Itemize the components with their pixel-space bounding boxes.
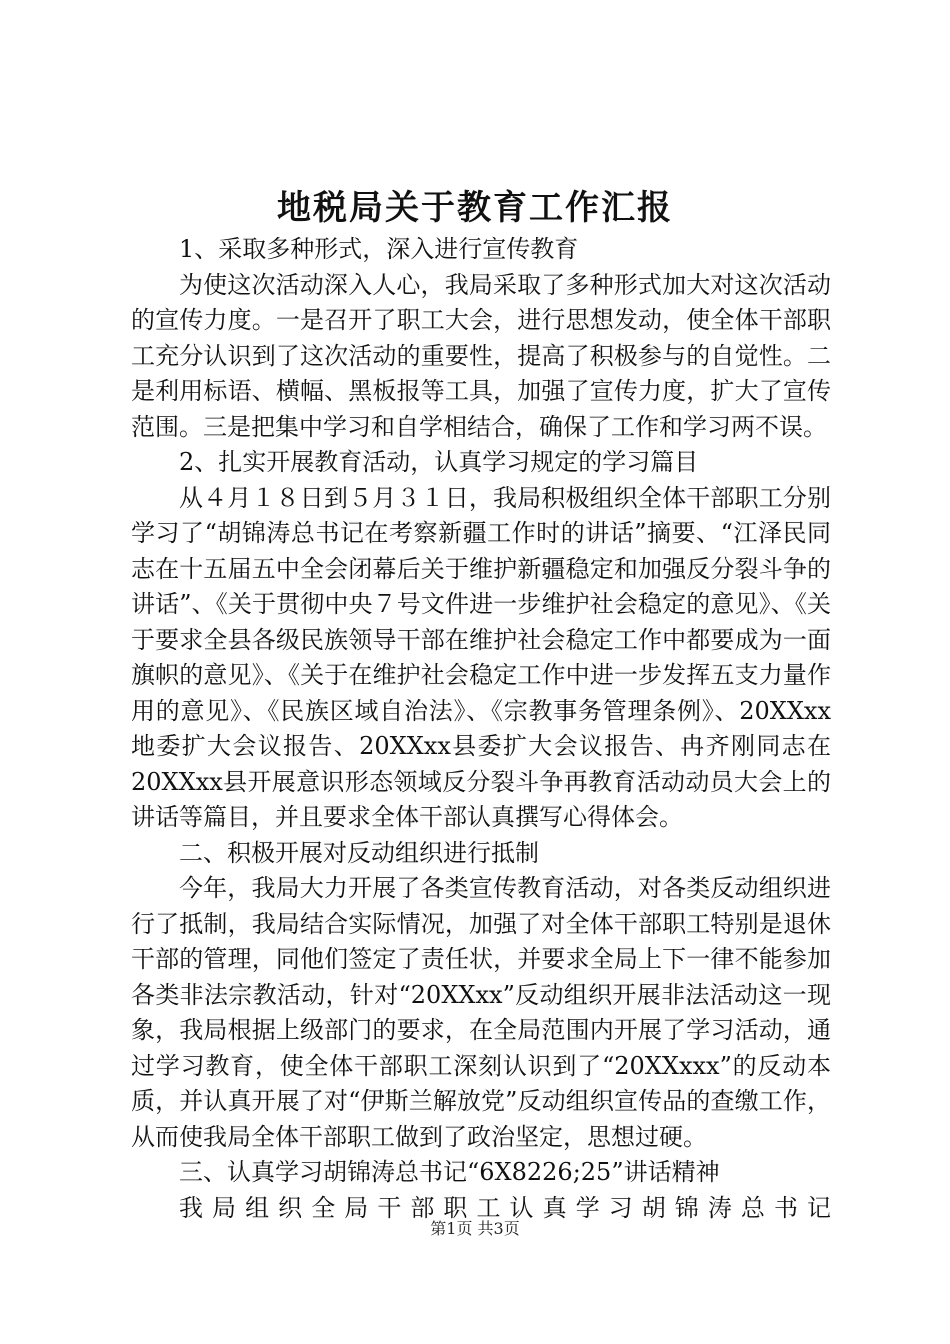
paragraph-2: 从４月１８日到５月３１日，我局积极组织全体干部职工分别学习了“胡锦涛总书记在考察新疆工作时的讲话”摘要、“江泽民同志在十五届五中全会闭幕后关于维护新疆稳定和加强反分裂斗争的讲话”、《关于贯彻中央７号文件进一步维护社会稳定的意见》、《关于要求全县各级民族领导干部在维护社会稳定工作中都要成为一面旗帜的意见》、《关于在维护社会稳定工作中进一步发挥五支力量作用的意见》、《民族区域自治法》、《宗教事务管理条例》、20XXxx地委扩大会议报告、20XXxx县委扩大会议报告、冉齐刚同志在20XXxx县开展意识形态领域反分裂斗争再教育活动动员大会上的讲话等篇目，并且要求全体干部认真撰写心得体会。 xyxy=(131,483,831,831)
document-title: 地税局关于教育工作汇报 xyxy=(277,188,673,228)
page-number-footer: 第1页 共3页 xyxy=(430,1219,520,1238)
section-heading-3: 二、积极开展对反动组织进行抵制 xyxy=(179,838,539,867)
paragraph-4: 我局组织全局干部职工认真学习胡锦涛总书记 xyxy=(179,1193,831,1222)
section-heading-2: 2、扎实开展教育活动，认真学习规定的学习篇目 xyxy=(179,448,699,476)
paragraph-3: 今年，我局大力开展了各类宣传教育活动，对各类反动组织进行了抵制，我局结合实际情况，加强了对全体干部职工特别是退休干部的管理，同他们签定了责任状，并要求全局上下一律不能参加各类非法宗教活动，针对“20XXxx”反动组织开展非法活动这一现象，我局根据上级部门的要求，在全局范围内开展了学习活动，通过学习教育，使全体干部职工深刻认识到了“20XXxxx”的反动本质，并认真开展了对“伊斯兰解放党”反动组织宣传品的查缴工作，从而使我局全体干部职工做到了政治坚定，思想过硬。 xyxy=(131,874,831,1151)
section-heading-4: 三、认真学习胡锦涛总书记“6X8226;25”讲话精神 xyxy=(179,1158,720,1186)
document-body xyxy=(131,232,831,1226)
section-heading-1: 1、采取多种形式，深入进行宣传教育 xyxy=(179,235,579,263)
paragraph-1: 为使这次活动深入人心，我局采取了多种形式加大对这次活动的宣传力度。一是召开了职工大会，进行思想发动，使全体干部职工充分认识到了这次活动的重要性，提高了积极参与的自觉性。二是利用标语、横幅、黑板报等工具，加强了宣传力度，扩大了宣传范围。三是把集中学习和自学相结合，确保了工作和学习两不误。 xyxy=(131,270,831,441)
